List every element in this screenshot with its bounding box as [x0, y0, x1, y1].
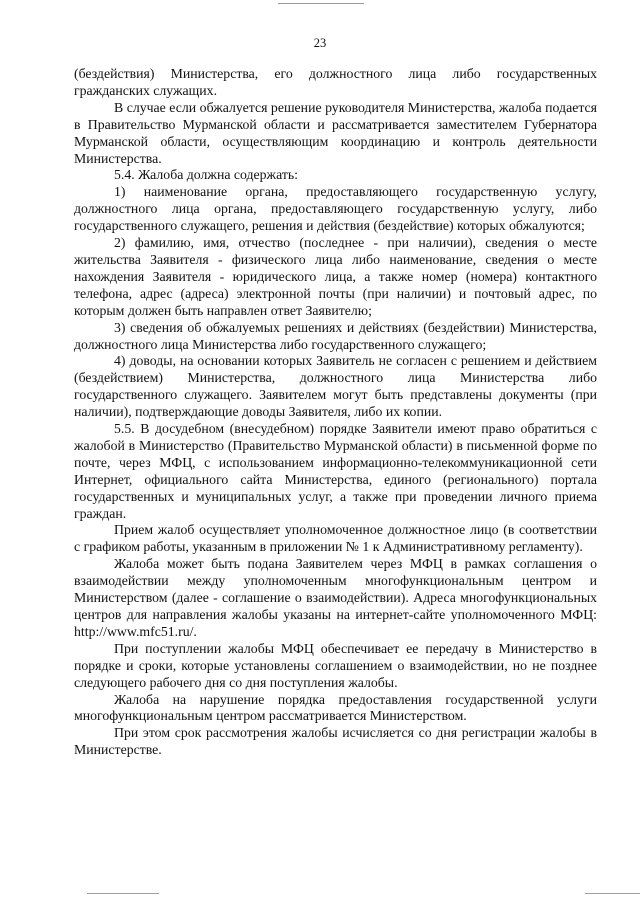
section-5-5: 5.5. В досудебном (внесудебном) порядке Заявители имеют право обратиться с жалобой в Министерство (Правительство Мурманской области) в письменной форме по почте, через МФЦ, с использованием информационно-телекоммуникационной сети Интернет, официального сайта Министерства, единого (регионального) портала государственных и муниципальных услуг, а также при проведении личного приема граждан.: [74, 421, 597, 521]
paragraph-head-appeal: В случае если обжалуется решение руководителя Министерства, жалоба подается в Правительство Мурманской области и рассматривается заместителем Губернатора Мурманской области, осуществляющим координацию и контроль деятельности Министерства.: [74, 99, 597, 166]
document-body: [74, 66, 597, 759]
paragraph-continuation: (бездействия) Министерства, его должностного лица либо государственных гражданских служащих.: [74, 66, 597, 98]
paragraph-reception: Прием жалоб осуществляет уполномоченное должностное лицо (в соответствии с графиком работы, указанным в приложении № 1 к Административному регламенту).: [74, 522, 597, 555]
list-item-3: 3) сведения об обжалуемых решениях и действиях (бездействии) Министерства, должностного лица Министерства либо государственного служащего;: [74, 319, 597, 352]
paragraph-mfc-transfer: При поступлении жалобы МФЦ обеспечивает ее передачу в Министерство в порядке и сроки, которые установлены соглашением о взаимодействии, но не позднее следующего рабочего дня со дня поступления жалобы.: [74, 640, 597, 690]
bottom-scan-line-right: [585, 893, 640, 894]
top-scan-line: [278, 3, 364, 4]
paragraph-mfc-violation: Жалоба на нарушение порядка предоставления государственной услуги многофункциональным центром рассматривается Министерством.: [74, 691, 597, 724]
list-item-2: 2) фамилию, имя, отчество (последнее - при наличии), сведения о месте жительства Заявителя - физического лица либо наименование, сведения о месте нахождения Заявителя - юридического лица, а также номер (номера) контактного телефона, адрес (адреса) электронной почты (при наличии) и почтовый адрес, по которым должен быть направлен ответ Заявителю;: [74, 235, 597, 318]
paragraph-term: При этом срок рассмотрения жалобы исчисляется со дня регистрации жалобы в Министерстве.: [74, 725, 597, 758]
bottom-scan-line-left: [87, 893, 159, 894]
section-5-4-heading: 5.4. Жалоба должна содержать:: [114, 167, 299, 183]
list-item-1: 1) наименование органа, предоставляющего государственную услугу, должностного лица органа, предоставляющего государственную услугу, либо государственного служащего, решения и действия (бездействие) которых обжалуются;: [74, 184, 597, 234]
page-number: 23: [313, 36, 327, 50]
list-item-4: 4) доводы, на основании которых Заявитель не согласен с решением и действием (бездействием) Министерства, должностного лица Министерства либо государственного служащего. Заявителем могут быть представлены документы (при наличии), подтверждающие доводы Заявителя, либо их копии.: [74, 353, 597, 420]
paragraph-mfc-submission: Жалоба может быть подана Заявителем через МФЦ в рамках соглашения о взаимодействии между уполномоченным многофункциональным центром и Министерством (далее - соглашение о взаимодействии). Адреса многофункциональных центров для направления жалобы указаны на интернет-сайте уполномоченного МФЦ: http://www.mfc51.ru/.: [74, 556, 597, 639]
